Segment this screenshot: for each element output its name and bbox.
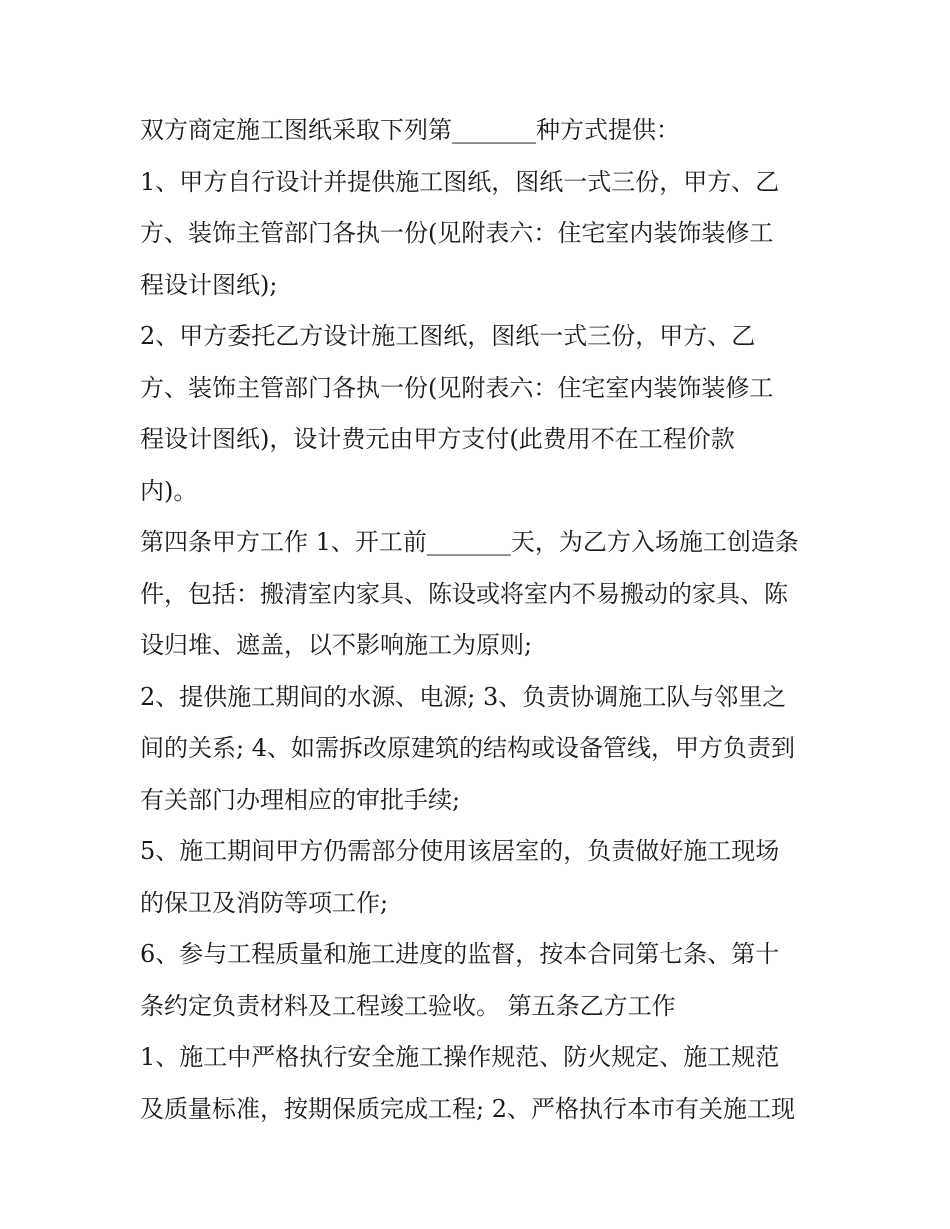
text-line: 程设计图纸)，设计费元由甲方支付(此费用不在工程价款 [140, 425, 735, 453]
text-line: 双方商定施工图纸采取下列第_______种方式提供： [140, 116, 680, 144]
text-line: 设归堆、遮盖，以不影响施工为原则; [140, 631, 533, 659]
text-line: 的保卫及消防等项工作; [140, 888, 389, 917]
text-line: 2、提供施工期间的水源、电源; 3、负责协调施工队与邻里之 [140, 682, 787, 711]
text-line: 有关部门办理相应的审批手续; [140, 785, 461, 814]
text-line: 1、甲方自行设计并提供施工图纸，图纸一式三份，甲方、乙 [140, 167, 780, 196]
contract-text [140, 110, 820, 1140]
text-line: 第四条甲方工作 1、开工前_______天，为乙方入场施工创造条 [140, 528, 799, 556]
text-line: 内)。 [140, 476, 198, 505]
text-line: 2、甲方委托乙方设计施工图纸，图纸一式三份，甲方、乙 [140, 322, 756, 350]
text-line: 6、参与工程质量和施工进度的监督，按本合同第七条、第十 [140, 940, 780, 968]
text-line: 方、装饰主管部门各执一份(见附表六：住宅室内装饰装修工 [140, 373, 774, 402]
text-line: 间的关系; 4、如需拆改原建筑的结构或设备管线，甲方负责到 [140, 734, 795, 762]
text-line: 5、施工期间甲方仍需部分使用该居室的，负责做好施工现场 [140, 837, 780, 865]
text-line: 条约定负责材料及工程竣工验收。 第五条乙方工作 [140, 991, 676, 1020]
text-line: 1、施工中严格执行安全施工操作规范、防火规定、施工规范 [140, 1043, 780, 1071]
text-line: 方、装饰主管部门各执一份(见附表六：住宅室内装饰装修工 [140, 219, 774, 247]
text-line: 及质量标准，按期保质完成工程; 2、严格执行本市有关施工现 [140, 1094, 795, 1123]
text-line: 程设计图纸); [140, 270, 278, 299]
text-line: 件，包括：搬清室内家具、陈设或将室内不易搬动的家具、陈 [140, 579, 788, 608]
